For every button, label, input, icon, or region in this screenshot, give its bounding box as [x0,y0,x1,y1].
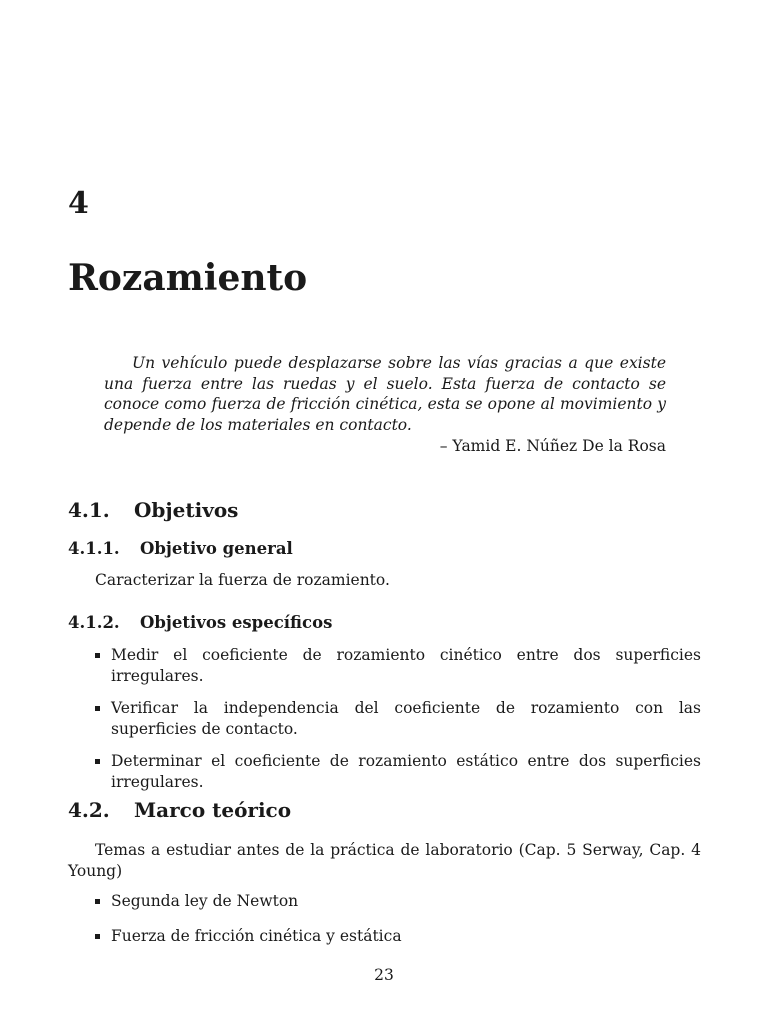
section-number: 4.1. [68,498,110,522]
list-item-text: Fuerza de fricción cinética y estática [111,926,402,945]
epigraph-text: Un vehículo puede desplazarse sobre las vías gracias a que existe una fuerza entre las ruedas y el suelo. Esta fuerza de contacto se conoce como fuerza de fricción cinética, esta se opone al movimiento y depende de los materiales en contacto. [104,354,666,434]
list-item-text: Determinar el coeficiente de rozamiento estático entre dos superficies irregulares. [111,752,701,791]
list-item-text: Medir el coeficiente de rozamiento cinético entre dos superficies irregulares. [111,646,701,685]
list-item [95,645,701,686]
bullet-icon [95,934,100,939]
section-title: Marco teórico [134,798,292,822]
bullet-icon [95,759,100,764]
epigraph-author: – Yamid E. Núñez De la Rosa [439,437,666,455]
subsection-number: 4.1.1. [68,539,120,558]
chapter-title: Rozamiento [68,257,308,299]
marco-teorico-intro: Temas a estudiar antes de la práctica de laboratorio (Cap. 5 Serway, Cap. 4 Young) [68,841,701,880]
list-item-text: Segunda ley de Newton [111,892,299,910]
subsection-number: 4.1.2. [68,613,120,632]
list-item [95,891,701,912]
section-number: 4.2. [68,798,110,822]
marco-teorico-list [95,891,701,946]
subsection-title: Objetivos específicos [140,613,333,632]
section-title: Objetivos [134,498,239,522]
objetivos-especificos-list [95,645,701,792]
subsection-title: Objetivo general [140,539,293,558]
bullet-icon [95,899,100,904]
objetivo-general-text: Caracterizar la fuerza de rozamiento. [95,571,390,589]
list-item-text: Verificar la independencia del coeficiente de rozamiento con las superficies de contacto. [111,699,701,738]
section-heading-marco-teorico [68,797,291,823]
section-heading-objetivos [68,497,238,523]
subsection-heading-objetivo-general [68,538,293,560]
subsection-heading-objetivos-especificos [68,612,332,634]
epigraph-quote [104,353,666,435]
chapter-number: 4 [68,186,89,221]
bullet-icon [95,706,100,711]
list-item [95,926,701,947]
list-item [95,751,701,792]
bullet-icon [95,653,100,658]
list-item [95,698,701,739]
page-number: 23 [374,966,394,984]
